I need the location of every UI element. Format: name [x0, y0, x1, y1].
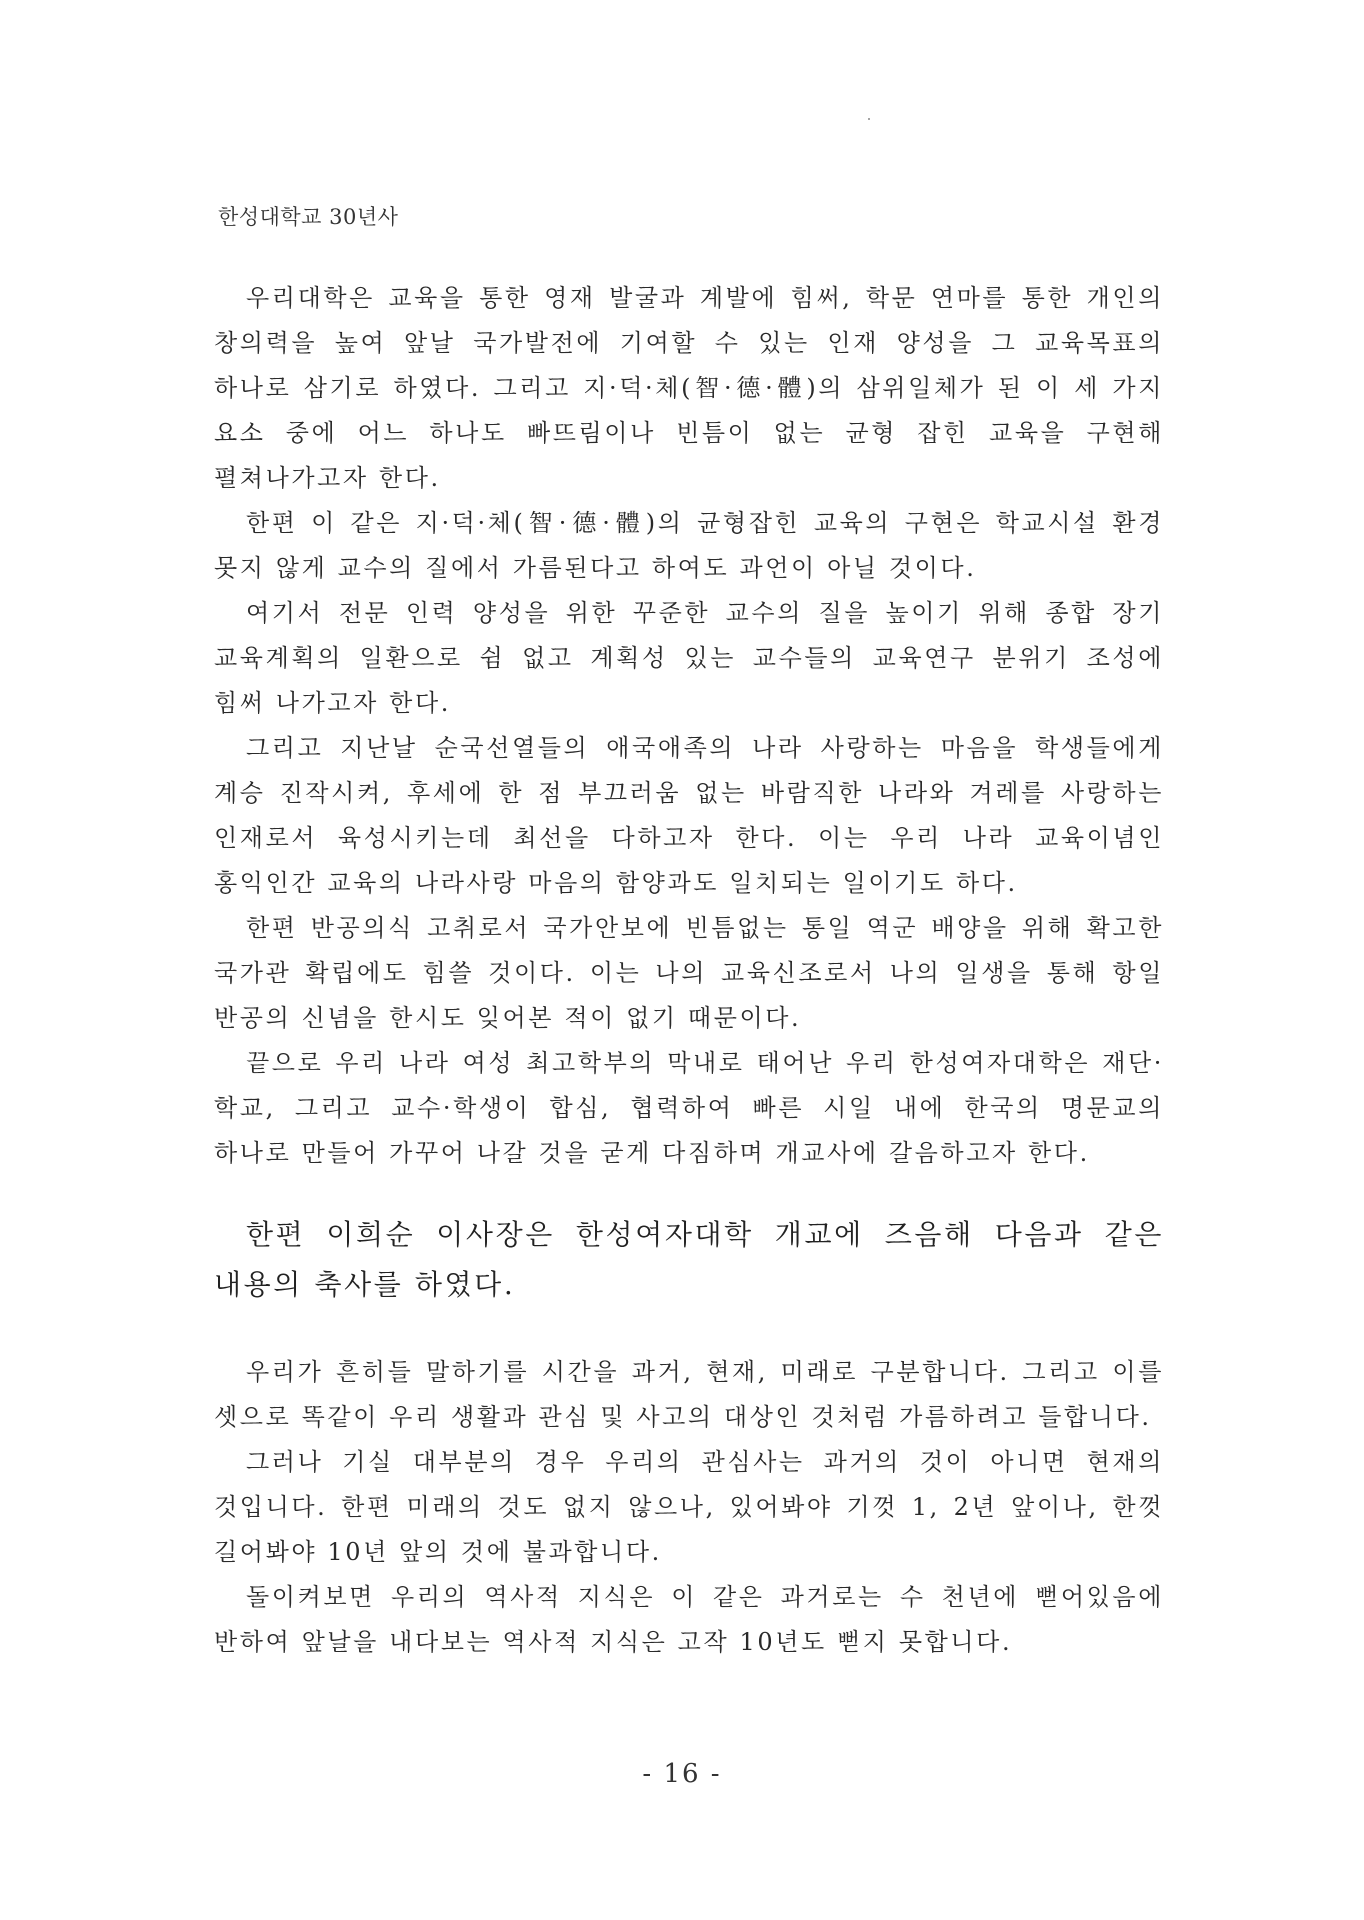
paragraph: 우리가 흔히들 말하기를 시간을 과거, 현재, 미래로 구분합니다. 그리고 이를 셋으로 똑같이 우리 생활과 관심 및 사고의 대상인 것처럼 가름하려고 들합니다. — [214, 1358, 1164, 1431]
scan-speck — [868, 118, 870, 120]
paragraph: 그러나 기실 대부분의 경우 우리의 관심사는 과거의 것이 아니면 현재의 것입니다. 한편 미래의 것도 없지 않으나, 있어봐야 기껏 1, 2년 앞이나, 한껏 길어봐야 10년 앞의 것에 불과합니다. — [214, 1448, 1164, 1566]
paragraph: 돌이켜보면 우리의 역사적 지식은 이 같은 과거로는 수 천년에 뻗어있음에 반하여 앞날을 내다보는 역사적 지식은 고작 10년도 뻗지 못합니다. — [214, 1583, 1164, 1656]
paragraph: 그리고 지난날 순국선열들의 애국애족의 나라 사랑하는 마음을 학생들에게 계승 진작시켜, 후세에 한 점 부끄러움 없는 바람직한 나라와 겨레를 사랑하는 인재로서 육성시키는데 최선을 다하고자 한다. 이는 우리 나라 교육이념인 홍익인간 교육의 나라사랑 마음의 함양과도 일치되는 일이기도 하다. — [214, 734, 1164, 897]
paragraph: 우리대학은 교육을 통한 영재 발굴과 계발에 힘써, 학문 연마를 통한 개인의 창의력을 높여 앞날 국가발전에 기여할 수 있는 인재 양성을 그 교육목표의 하나로 삼기로 하였다. 그리고 지·덕·체(智·德·體)의 삼위일체가 된 이 세 가지 요소 중에 어느 하나도 빠뜨림이나 빈틈이 없는 균형 잡힌 교육을 구현해 펼쳐나가고자 한다. — [214, 284, 1164, 492]
paragraph: 여기서 전문 인력 양성을 위한 꾸준한 교수의 질을 높이기 위해 종합 장기 교육계획의 일환으로 쉼 없고 계획성 있는 교수들의 교육연구 분위기 조성에 힘써 나가고자 한다. — [214, 599, 1164, 717]
page-number: - 16 - — [642, 1759, 722, 1789]
paragraph: 한편 반공의식 고취로서 국가안보에 빈틈없는 통일 역군 배양을 위해 확고한 국가관 확립에도 힘쓸 것이다. 이는 나의 교육신조로서 나의 일생을 통해 항일 반공의 신념을 한시도 잊어본 적이 없기 때문이다. — [214, 914, 1164, 1032]
running-header: 한성대학교 30년사 — [218, 205, 399, 229]
paragraph: 끝으로 우리 나라 여성 최고학부의 막내로 태어난 우리 한성여자대학은 재단·학교, 그리고 교수·학생이 합심, 협력하여 빠른 시일 내에 한국의 명문교의 하나로 만들어 가꾸어 나갈 것을 굳게 다짐하며 개교사에 갈음하고자 한다. — [214, 1049, 1164, 1167]
paragraph: 한편 이 같은 지·덕·체(智·德·體)의 균형잡힌 교육의 구현은 학교시설 환경 못지 않게 교수의 질에서 가름된다고 하여도 과언이 아닐 것이다. — [214, 509, 1164, 582]
intro-paragraph: 한편 이희순 이사장은 한성여자대학 개교에 즈음해 다음과 같은 내용의 축사를 하였다. — [214, 1218, 1164, 1301]
section-congratulatory-intro — [214, 1210, 1164, 1310]
section-founding-address — [214, 276, 1164, 1176]
section-congratulatory-speech — [214, 1350, 1164, 1665]
